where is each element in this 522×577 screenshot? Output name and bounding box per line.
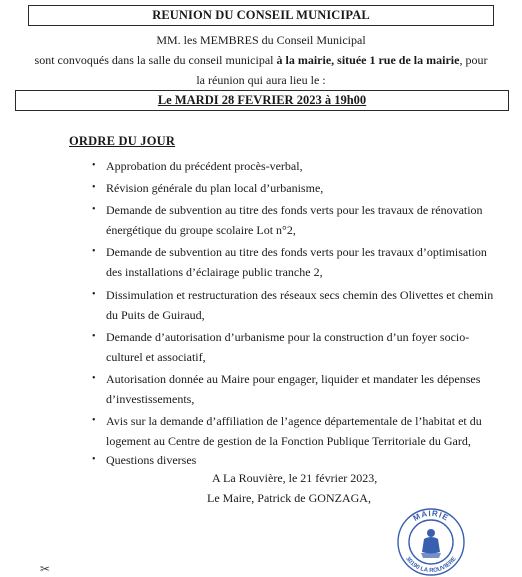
agenda-item-text: Questions diverses <box>106 453 197 467</box>
meeting-location: à la mairie, située 1 rue de la mairie <box>276 53 460 67</box>
bullet-icon: • <box>92 331 96 342</box>
meeting-date-box <box>15 90 509 111</box>
agenda-item-text: Dissimulation et restructuration des réseaux secs chemin des Olivettes et chemin <box>106 288 494 302</box>
agenda-item-text: Demande de subvention au titre des fonds verts pour les travaux d’optimisation <box>106 245 487 259</box>
bullet-icon: • <box>92 373 96 384</box>
intro-line-2 <box>0 50 522 70</box>
agenda-item-text: d’investissements, <box>106 392 195 406</box>
cut-line-scissor-icon: ✂ <box>40 562 51 576</box>
stamp-top-text: MAIRIE <box>411 508 451 523</box>
agenda-item-text: Demande d’autorisation d’urbanisme pour la construction d’un foyer socio- <box>106 330 470 344</box>
bullet-icon: • <box>92 289 96 300</box>
agenda-heading: ORDRE DU JOUR <box>69 134 176 148</box>
bullet-icon: • <box>92 160 96 171</box>
agenda-item-text: Autorisation donnée au Maire pour engager, liquider et mandater les dépenses <box>106 372 481 386</box>
signature-place-date: A La Rouvière, le 21 février 2023, <box>212 471 378 485</box>
intro-line-1: MM. les MEMBRES du Conseil Municipal <box>156 33 366 47</box>
bullet-icon: • <box>92 415 96 426</box>
agenda-item-text: logement au Centre de gestion de la Fonction Publique Territoriale du Gard, <box>106 434 471 448</box>
intro-line-2-suffix: , pour <box>459 53 488 67</box>
marianne-emblem-icon <box>421 529 441 558</box>
agenda-item-text: énergétique du groupe scolaire Lot n°2, <box>106 223 296 237</box>
agenda-item-text: Révision générale du plan local d’urbanisme, <box>106 181 324 195</box>
stamp-bottom-text: 30190 LA ROUVIERE <box>404 556 458 575</box>
agenda-item-text: culturel et associatif, <box>106 350 206 364</box>
bullet-icon: • <box>92 182 96 193</box>
bullet-icon: • <box>92 454 96 465</box>
signature-signatory: Le Maire, Patrick de GONZAGA, <box>207 491 371 505</box>
meeting-date: Le MARDI 28 FEVRIER 2023 à 19h00 <box>157 93 367 107</box>
bullet-icon: • <box>92 204 96 215</box>
document-title: REUNION DU CONSEIL MUNICIPAL <box>152 8 370 22</box>
bullet-icon: • <box>92 246 96 257</box>
agenda-item-text: Avis sur la demande d’affiliation de l’agence départementale de l’habitat et du <box>106 414 482 428</box>
mairie-stamp <box>393 506 469 576</box>
intro-line-2-prefix: sont convoqués dans la salle du conseil municipal <box>34 53 277 67</box>
intro-line-3: la réunion qui aura lieu le : <box>196 73 326 87</box>
agenda-item-text: Demande de subvention au titre des fonds verts pour les travaux de rénovation <box>106 203 483 217</box>
document-title-box <box>28 5 494 26</box>
agenda-item-text: des installations d’éclairage public tranche 2, <box>106 265 323 279</box>
agenda-item-text: du Puits de Guiraud, <box>106 308 205 322</box>
agenda-item-text: Approbation du précédent procès-verbal, <box>106 159 303 173</box>
